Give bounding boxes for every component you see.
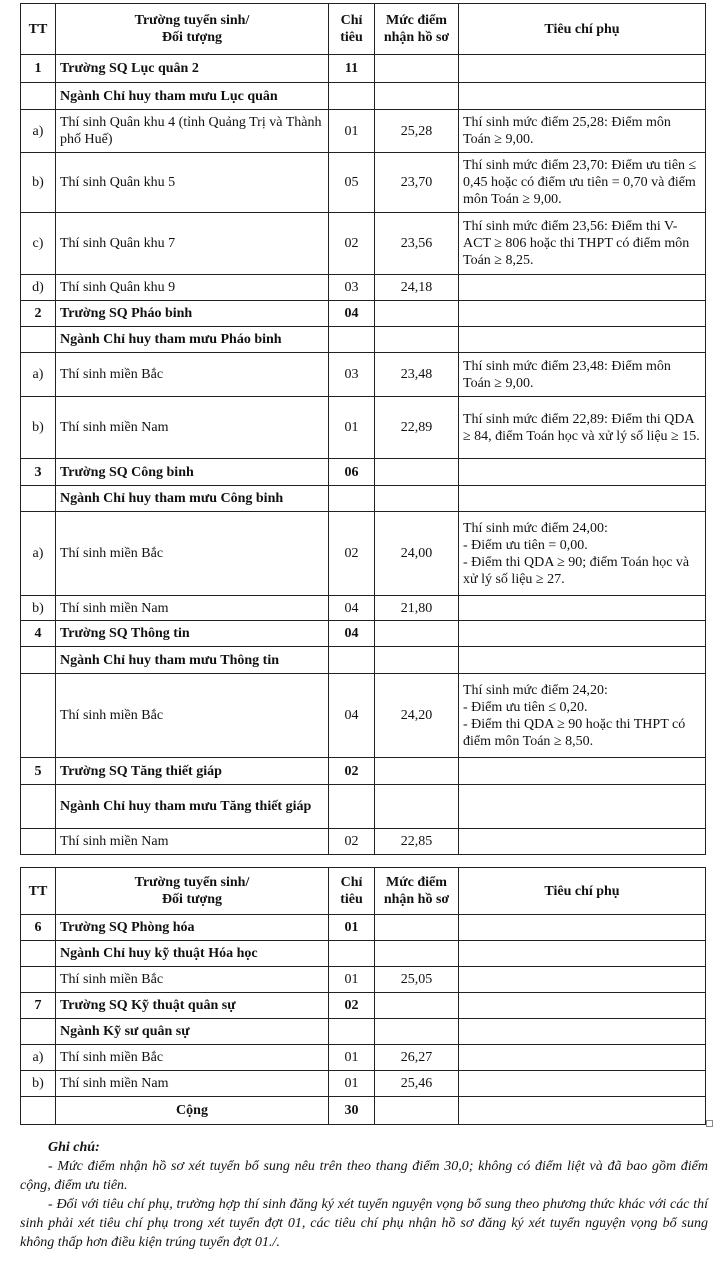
candidate-row bbox=[21, 1045, 706, 1071]
major-name: Ngành Chỉ huy kỹ thuật Hóa học bbox=[56, 941, 329, 967]
total-value: 30 bbox=[329, 1097, 375, 1125]
row-tt bbox=[21, 785, 56, 829]
row-tt: a) bbox=[21, 110, 56, 153]
criteria-cell bbox=[459, 1071, 706, 1097]
row-tt: 3 bbox=[21, 459, 56, 486]
school-name: Trường SQ Lục quân 2 bbox=[56, 55, 329, 83]
quota-cell: 04 bbox=[329, 621, 375, 647]
admission-table-2 bbox=[20, 867, 706, 1125]
criteria-cell bbox=[459, 110, 706, 153]
candidate-group: Thí sinh miền Bắc bbox=[56, 353, 329, 397]
candidate-group: Thí sinh miền Bắc bbox=[56, 1045, 329, 1071]
quota-cell: 02 bbox=[329, 213, 375, 275]
score-cell bbox=[375, 1019, 459, 1045]
candidate-row bbox=[21, 596, 706, 621]
total-label: Cộng bbox=[56, 1097, 329, 1125]
row-tt bbox=[21, 486, 56, 512]
criteria-cell bbox=[459, 829, 706, 855]
score-cell bbox=[375, 785, 459, 829]
quota-cell: 02 bbox=[329, 993, 375, 1019]
candidate-group: Thí sinh miền Bắc bbox=[56, 674, 329, 758]
candidate-row bbox=[21, 967, 706, 993]
school-row bbox=[21, 915, 706, 941]
quota-cell bbox=[329, 785, 375, 829]
candidate-group: Thí sinh miền Nam bbox=[56, 1071, 329, 1097]
criteria-line: Thí sinh mức điểm 25,28: Điểm môn Toán ≥ 9,00. bbox=[463, 115, 671, 147]
criteria-cell bbox=[459, 512, 706, 596]
row-tt: 7 bbox=[21, 993, 56, 1019]
total-row bbox=[21, 1097, 706, 1125]
criteria-line: Thí sinh mức điểm 23,48: Điểm môn Toán ≥ 9,00. bbox=[463, 358, 671, 391]
major-name: Ngành Chỉ huy tham mưu Thông tin bbox=[56, 647, 329, 674]
criteria-cell bbox=[459, 275, 706, 301]
quota-cell: 06 bbox=[329, 459, 375, 486]
header-criteria: Tiêu chí phụ bbox=[459, 868, 706, 915]
criteria-line: - Điểm ưu tiên ≤ 0,20. bbox=[463, 699, 588, 715]
score-cell: 24,18 bbox=[375, 275, 459, 301]
quota-cell: 11 bbox=[329, 55, 375, 83]
note-paragraph-2: - Đối với tiêu chí phụ, trường hợp thí sinh đăng ký xét tuyển nguyện vọng bổ sung theo phương thức khác với các thí sinh phải xét tiêu chí phụ trong xét tuyển đợt 01, các tiêu chí phụ nhận hồ sơ đăng ký xét tuyển nguyện vọng bổ sung không thấp hơn điều kiện trúng tuyển đợt 01./. bbox=[20, 1197, 708, 1250]
quota-cell: 01 bbox=[329, 1045, 375, 1071]
criteria-line: Thí sinh mức điểm 22,89: Điểm thi QDA ≥ 84, điểm Toán học và xử lý số liệu ≥ 15. bbox=[463, 411, 700, 444]
score-cell: 22,89 bbox=[375, 397, 459, 459]
criteria-cell bbox=[459, 301, 706, 327]
candidate-group: Thí sinh Quân khu 5 bbox=[56, 153, 329, 213]
major-name: Ngành Chỉ huy tham mưu Pháo binh bbox=[56, 327, 329, 353]
criteria-cell bbox=[459, 596, 706, 621]
row-tt: b) bbox=[21, 153, 56, 213]
score-cell: 26,27 bbox=[375, 1045, 459, 1071]
row-tt: b) bbox=[21, 1071, 56, 1097]
school-row bbox=[21, 55, 706, 83]
score-cell bbox=[375, 993, 459, 1019]
major-row bbox=[21, 486, 706, 512]
row-tt: a) bbox=[21, 1045, 56, 1071]
major-name: Ngành Chỉ huy tham mưu Lục quân bbox=[56, 83, 329, 110]
criteria-line: Thí sinh mức điểm 23,56: Điểm thi V-ACT ≥ 806 hoặc thi THPT có điểm môn Toán ≥ 8,25. bbox=[463, 219, 690, 268]
score-cell bbox=[375, 486, 459, 512]
quota-cell: 02 bbox=[329, 829, 375, 855]
row-tt: d) bbox=[21, 275, 56, 301]
quota-cell: 04 bbox=[329, 596, 375, 621]
note-paragraph-1: - Mức điểm nhận hồ sơ xét tuyển bổ sung nêu trên theo thang điểm 30,0; không có điểm liệt và đã bao gồm điểm cộng, điểm ưu tiên. bbox=[20, 1159, 708, 1193]
quota-cell: 01 bbox=[329, 110, 375, 153]
header-criteria: Tiêu chí phụ bbox=[459, 4, 706, 55]
score-cell bbox=[375, 915, 459, 941]
row-tt bbox=[21, 83, 56, 110]
criteria-cell bbox=[459, 55, 706, 83]
score-cell bbox=[375, 301, 459, 327]
school-name: Trường SQ Công binh bbox=[56, 459, 329, 486]
score-cell: 23,48 bbox=[375, 353, 459, 397]
quota-cell bbox=[329, 647, 375, 674]
header-quota: Chỉ tiêu bbox=[329, 4, 375, 55]
candidate-row bbox=[21, 213, 706, 275]
quota-cell bbox=[329, 486, 375, 512]
candidate-group: Thí sinh Quân khu 4 (tỉnh Quảng Trị và Thành phố Huế) bbox=[56, 110, 329, 153]
criteria-cell bbox=[459, 397, 706, 459]
school-row bbox=[21, 993, 706, 1019]
header-tt: TT bbox=[21, 868, 56, 915]
criteria-cell bbox=[459, 941, 706, 967]
row-tt: b) bbox=[21, 397, 56, 459]
quota-cell: 04 bbox=[329, 674, 375, 758]
quota-cell: 01 bbox=[329, 1071, 375, 1097]
header-score: Mức điểm nhận hồ sơ bbox=[375, 4, 459, 55]
row-tt bbox=[21, 674, 56, 758]
row-tt bbox=[21, 327, 56, 353]
candidate-row bbox=[21, 353, 706, 397]
criteria-cell bbox=[459, 967, 706, 993]
score-cell: 22,85 bbox=[375, 829, 459, 855]
row-tt: 1 bbox=[21, 55, 56, 83]
criteria-line: - Điểm ưu tiên = 0,00. bbox=[463, 537, 588, 553]
score-cell bbox=[375, 459, 459, 486]
criteria-cell bbox=[459, 758, 706, 785]
school-row bbox=[21, 459, 706, 486]
quota-cell: 03 bbox=[329, 353, 375, 397]
quota-cell: 01 bbox=[329, 397, 375, 459]
score-cell bbox=[375, 621, 459, 647]
table-resize-handle[interactable] bbox=[706, 1120, 713, 1127]
candidate-row bbox=[21, 829, 706, 855]
criteria-line: Thí sinh mức điểm 24,20: bbox=[463, 682, 608, 698]
quota-cell: 03 bbox=[329, 275, 375, 301]
criteria-cell bbox=[459, 459, 706, 486]
school-name: Trường SQ Pháo binh bbox=[56, 301, 329, 327]
criteria-cell bbox=[459, 993, 706, 1019]
school-row bbox=[21, 301, 706, 327]
score-cell: 21,80 bbox=[375, 596, 459, 621]
header-quota: Chỉ tiêu bbox=[329, 868, 375, 915]
criteria-cell bbox=[459, 1045, 706, 1071]
quota-cell: 01 bbox=[329, 967, 375, 993]
major-row bbox=[21, 83, 706, 110]
criteria-cell bbox=[459, 785, 706, 829]
criteria-cell bbox=[459, 83, 706, 110]
table-header-row bbox=[21, 4, 706, 55]
admission-table-1 bbox=[20, 3, 706, 855]
row-tt: a) bbox=[21, 512, 56, 596]
candidate-row bbox=[21, 397, 706, 459]
quota-cell: 05 bbox=[329, 153, 375, 213]
criteria-cell bbox=[459, 915, 706, 941]
quota-cell bbox=[329, 1019, 375, 1045]
quota-cell bbox=[329, 83, 375, 110]
row-tt: 6 bbox=[21, 915, 56, 941]
header-school: Trường tuyển sinh/ Đối tượng bbox=[56, 4, 329, 55]
row-tt bbox=[21, 941, 56, 967]
row-tt: b) bbox=[21, 596, 56, 621]
candidate-group: Thí sinh Quân khu 7 bbox=[56, 213, 329, 275]
major-row bbox=[21, 327, 706, 353]
candidate-row bbox=[21, 275, 706, 301]
notes-section bbox=[20, 1138, 708, 1252]
criteria-line: - Điểm thi QDA ≥ 90 hoặc thi THPT có điểm môn Toán ≥ 8,50. bbox=[463, 716, 686, 749]
school-row bbox=[21, 621, 706, 647]
candidate-row bbox=[21, 110, 706, 153]
header-school: Trường tuyển sinh/ Đối tượng bbox=[56, 868, 329, 915]
quota-cell: 02 bbox=[329, 512, 375, 596]
quota-cell bbox=[329, 941, 375, 967]
row-tt: 2 bbox=[21, 301, 56, 327]
row-tt: a) bbox=[21, 353, 56, 397]
candidate-row bbox=[21, 153, 706, 213]
score-cell: 25,46 bbox=[375, 1071, 459, 1097]
candidate-row bbox=[21, 1071, 706, 1097]
criteria-cell bbox=[459, 486, 706, 512]
notes-title: Ghi chú: bbox=[48, 1140, 100, 1155]
candidate-row bbox=[21, 674, 706, 758]
major-name: Ngành Chỉ huy tham mưu Tăng thiết giáp bbox=[56, 785, 329, 829]
school-name: Trường SQ Phòng hóa bbox=[56, 915, 329, 941]
criteria-line: Thí sinh mức điểm 23,70: Điểm ưu tiên ≤ 0,45 hoặc có điểm ưu tiên = 0,70 và điểm môn Toán ≥ 9,00. bbox=[463, 158, 697, 207]
candidate-group: Thí sinh miền Bắc bbox=[56, 967, 329, 993]
school-name: Trường SQ Tăng thiết giáp bbox=[56, 758, 329, 785]
criteria-cell bbox=[459, 1019, 706, 1045]
quota-cell bbox=[329, 327, 375, 353]
score-cell bbox=[375, 83, 459, 110]
candidate-group: Thí sinh miền Bắc bbox=[56, 512, 329, 596]
row-tt bbox=[21, 1019, 56, 1045]
quota-cell: 01 bbox=[329, 915, 375, 941]
row-tt: 5 bbox=[21, 758, 56, 785]
header-tt: TT bbox=[21, 4, 56, 55]
score-cell bbox=[375, 55, 459, 83]
criteria-cell bbox=[459, 674, 706, 758]
score-cell: 24,20 bbox=[375, 674, 459, 758]
school-name: Trường SQ Thông tin bbox=[56, 621, 329, 647]
criteria-cell bbox=[459, 353, 706, 397]
major-row bbox=[21, 941, 706, 967]
row-tt: c) bbox=[21, 213, 56, 275]
quota-cell: 02 bbox=[329, 758, 375, 785]
row-tt: 4 bbox=[21, 621, 56, 647]
criteria-cell bbox=[459, 327, 706, 353]
school-row bbox=[21, 758, 706, 785]
candidate-group: Thí sinh Quân khu 9 bbox=[56, 275, 329, 301]
row-tt bbox=[21, 647, 56, 674]
score-cell: 23,56 bbox=[375, 213, 459, 275]
score-cell bbox=[375, 941, 459, 967]
major-row bbox=[21, 785, 706, 829]
candidate-group: Thí sinh miền Nam bbox=[56, 829, 329, 855]
criteria-cell bbox=[459, 621, 706, 647]
criteria-cell bbox=[459, 213, 706, 275]
score-cell: 25,28 bbox=[375, 110, 459, 153]
table-header-row bbox=[21, 868, 706, 915]
score-cell bbox=[375, 327, 459, 353]
candidate-group: Thí sinh miền Nam bbox=[56, 596, 329, 621]
major-name: Ngành Chỉ huy tham mưu Công binh bbox=[56, 486, 329, 512]
major-row bbox=[21, 647, 706, 674]
row-tt bbox=[21, 967, 56, 993]
score-cell: 25,05 bbox=[375, 967, 459, 993]
criteria-cell bbox=[459, 647, 706, 674]
criteria-line: - Điểm thi QDA ≥ 90; điểm Toán học và xử lý số liệu ≥ 27. bbox=[463, 554, 690, 587]
quota-cell: 04 bbox=[329, 301, 375, 327]
score-cell: 24,00 bbox=[375, 512, 459, 596]
candidate-row bbox=[21, 512, 706, 596]
criteria-line: Thí sinh mức điểm 24,00: bbox=[463, 520, 608, 536]
score-cell bbox=[375, 758, 459, 785]
row-tt bbox=[21, 829, 56, 855]
criteria-cell bbox=[459, 153, 706, 213]
score-cell bbox=[375, 647, 459, 674]
major-name: Ngành Kỹ sư quân sự bbox=[56, 1019, 329, 1045]
header-score: Mức điểm nhận hồ sơ bbox=[375, 868, 459, 915]
school-name: Trường SQ Kỹ thuật quân sự bbox=[56, 993, 329, 1019]
score-cell: 23,70 bbox=[375, 153, 459, 213]
major-row bbox=[21, 1019, 706, 1045]
candidate-group: Thí sinh miền Nam bbox=[56, 397, 329, 459]
